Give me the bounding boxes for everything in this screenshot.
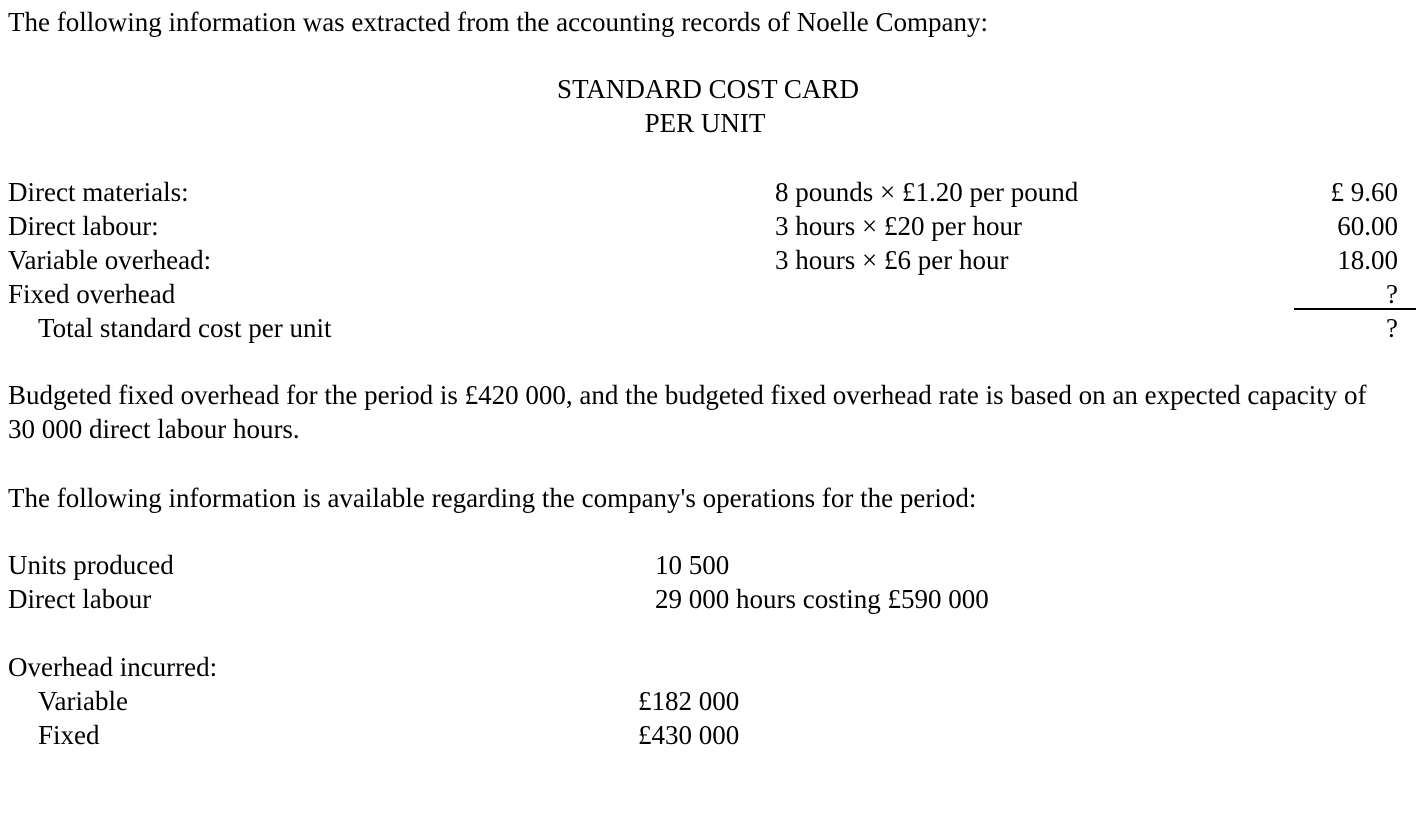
cost-card-title-line-1: STANDARD COST CARD	[557, 74, 859, 104]
cost-row-amount	[1240, 277, 1416, 311]
table-row	[0, 209, 1416, 243]
table-row	[0, 548, 989, 582]
overhead-row-label: Variable	[38, 686, 128, 716]
cost-row-amount: 18.00	[1337, 245, 1398, 275]
operations-row-label: Units produced	[8, 550, 174, 580]
operations-table	[0, 548, 989, 616]
table-row	[0, 684, 739, 718]
cost-row-label: Direct materials:	[8, 177, 189, 207]
cost-row-amount: £ 9.60	[1330, 177, 1398, 207]
overhead-incurred-heading: Overhead incurred:	[8, 652, 218, 682]
overhead-incurred-table	[0, 684, 739, 752]
table-row	[0, 582, 989, 616]
budgeted-overhead-paragraph: Budgeted fixed overhead for the period is £420 000, and the budgeted fixed overhead rate is based on an expected capacity of 30 000 direct labour hours.	[8, 380, 1367, 444]
cost-row-label: Direct labour:	[8, 211, 159, 241]
operations-row-label: Direct labour	[8, 584, 152, 614]
cost-row-label: Fixed overhead	[8, 279, 176, 309]
table-row	[0, 311, 1416, 345]
operations-row-value: 29 000 hours costing £590 000	[655, 584, 989, 614]
cost-row-amount: 60.00	[1337, 211, 1398, 241]
overhead-row-value: £430 000	[638, 720, 740, 750]
operations-row-value: 10 500	[655, 550, 730, 580]
cost-row-spec: 8 pounds × £1.20 per pound	[775, 177, 1079, 207]
table-row	[0, 718, 739, 752]
cost-total-label: Total standard cost per unit	[38, 313, 332, 343]
table-row	[0, 277, 1416, 311]
overhead-row-label: Fixed	[38, 720, 100, 750]
cost-row-spec: 3 hours × £6 per hour	[775, 245, 1009, 275]
table-row	[0, 175, 1416, 209]
cost-row-label: Variable overhead:	[8, 245, 212, 275]
subtotal-rule	[1294, 308, 1416, 310]
standard-cost-card-title	[0, 72, 1416, 140]
standard-cost-card-table	[0, 175, 1416, 345]
cost-row-amount-value: ?	[1386, 279, 1398, 309]
operations-intro-paragraph: The following information is available regarding the company's operations for the period:	[8, 483, 977, 513]
cost-row-spec	[775, 277, 1240, 311]
cost-row-spec: 3 hours × £20 per hour	[775, 211, 1022, 241]
cost-total-amount: ?	[1386, 313, 1398, 343]
overhead-row-value: £182 000	[638, 686, 740, 716]
cost-card-title-line-2: PER UNIT	[644, 108, 766, 138]
intro-paragraph: The following information was extracted from the accounting records of Noelle Company:	[8, 7, 988, 37]
cost-total-spec	[775, 311, 1240, 345]
table-row	[0, 243, 1416, 277]
